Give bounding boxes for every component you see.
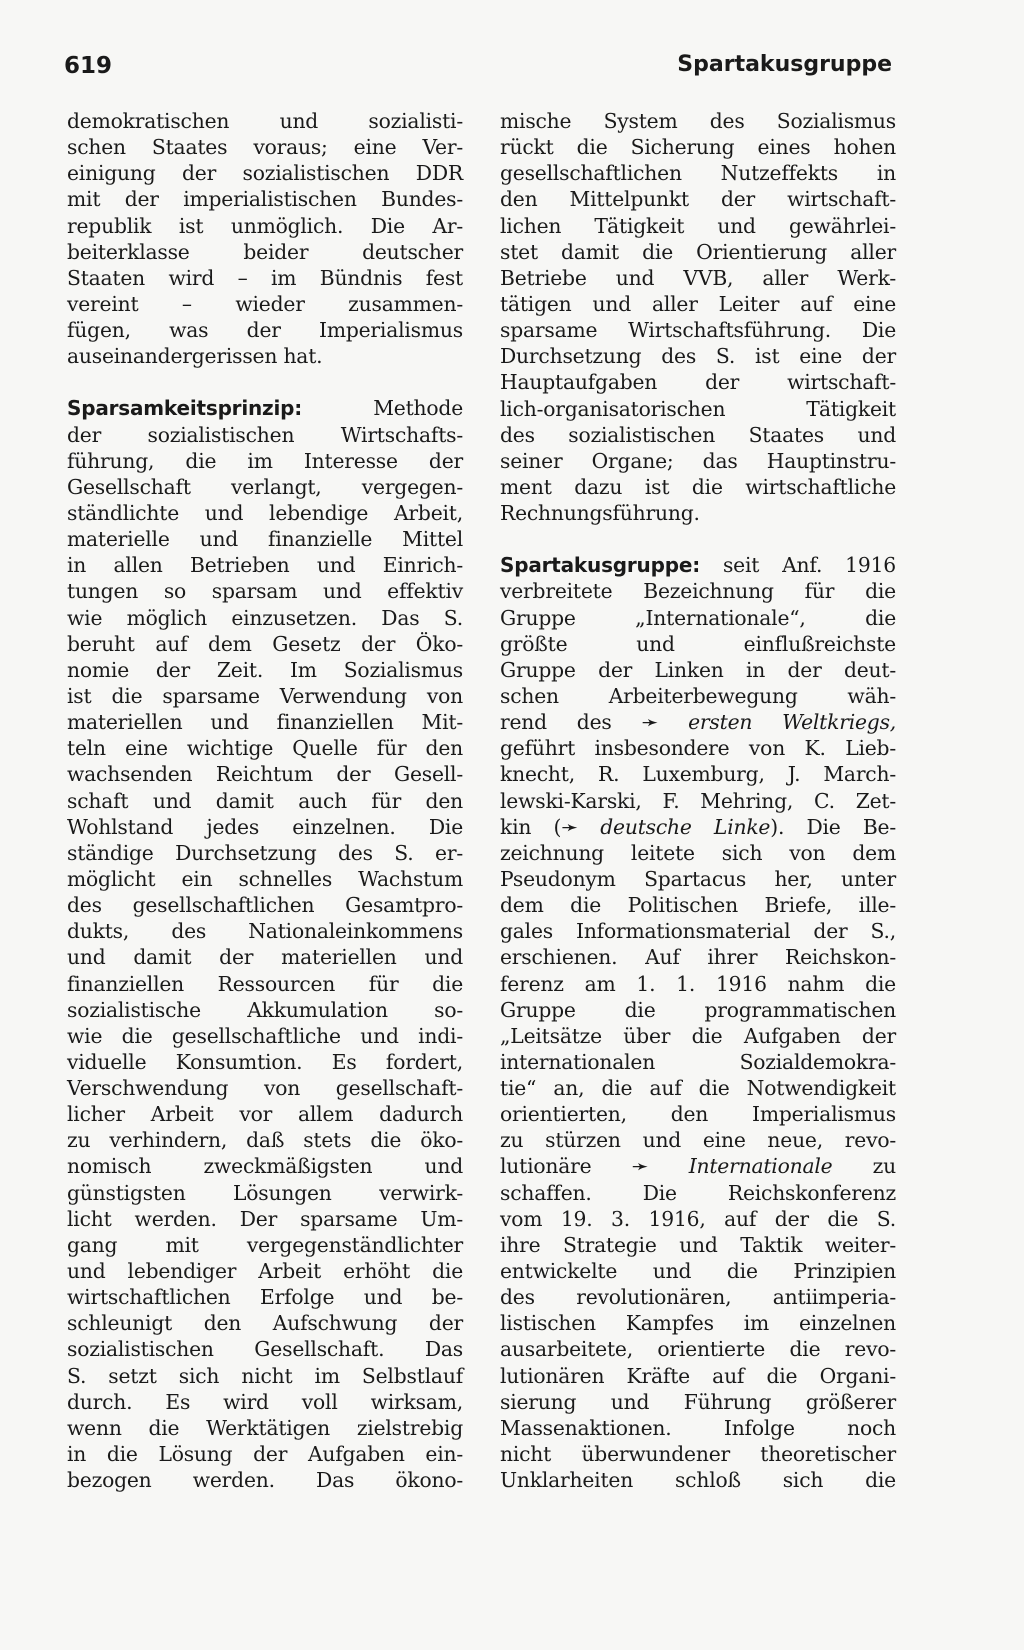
text-line: wie möglich einzusetzen. Das S. (67, 605, 463, 630)
text-line: dukts, des Nationaleinkommens (67, 919, 463, 944)
text-line: Verschwendung von gesellschaft- (67, 1076, 463, 1101)
text-line: Wohlstand jedes einzelnen. Die (67, 814, 463, 839)
text-line: beiterklasse beider deutscher (67, 239, 463, 264)
entry-first-line: seit Anf. 1916 (722, 553, 896, 578)
text-line: sierung und Führung größerer (500, 1389, 896, 1414)
text-line: teln eine wichtige Quelle für den (67, 736, 463, 761)
text-line: lewski-Karski, F. Mehring, C. Zet- (500, 788, 896, 813)
text-line: beruht auf dem Gesetz der Öko- (67, 631, 463, 656)
entry-sparsamkeitsprinzip (67, 395, 463, 1493)
text-line: schen Staates voraus; eine Ver- (67, 135, 463, 160)
cross-reference-arrow-icon: ➛ (561, 814, 578, 839)
entry-body (500, 578, 896, 709)
entry-body (500, 1180, 896, 1494)
text-line: kin (➛ deutsche Linke). Die Be- (500, 814, 896, 839)
text-line: rückt die Sicherung eines hohen (500, 135, 896, 160)
page-header (0, 0, 1024, 100)
text-line: schleunigt den Aufschwung der (67, 1311, 463, 1336)
text-line: materielle und finanzielle Mittel (67, 527, 463, 552)
left-column (67, 108, 463, 1493)
right-continuation-paragraph (500, 108, 896, 526)
text-line: republik ist unmöglich. Die Ar- (67, 213, 463, 238)
text-line: wie die gesellschaftliche und indi- (67, 1023, 463, 1048)
text-line: internationalen Sozialdemokra- (500, 1049, 896, 1074)
text-line: sozialistische Akkumulation so- (67, 997, 463, 1022)
text-line: Massenaktionen. Infolge noch (500, 1415, 896, 1440)
text-line: der sozialistischen Wirtschafts- (67, 422, 463, 447)
text-line: licht werden. Der sparsame Um- (67, 1206, 463, 1231)
text-line: des gesellschaftlichen Gesamtpro- (67, 893, 463, 918)
text-line: mische System des Sozialismus (500, 109, 896, 133)
text-line: in die Lösung der Aufgaben ein- (67, 1442, 463, 1467)
text-line: schaffen. Die Reichskonferenz (500, 1180, 896, 1205)
text-line: S. setzt sich nicht im Selbstlauf (67, 1363, 463, 1388)
running-head: Spartakusgruppe (677, 52, 892, 77)
text-line: ausarbeitete, orientierte die revo- (500, 1337, 896, 1362)
text-line: Gruppe die programmatischen (500, 997, 896, 1022)
text-line: einigung der sozialistischen DDR (67, 161, 463, 186)
text-line: viduelle Konsumtion. Es fordert, (67, 1049, 463, 1074)
cross-reference-arrow-icon: ➛ (631, 1154, 649, 1179)
text-line: lutionären Kräfte auf die Organi- (500, 1363, 896, 1388)
text-line: und lebendiger Arbeit erhöht die (67, 1259, 463, 1284)
text-line: ment dazu ist die wirtschaftliche (500, 474, 896, 499)
text-line: schaft und damit auch für den (67, 788, 463, 813)
text-line: ständige Durchsetzung des S. er- (67, 840, 463, 865)
cross-reference-arrow-icon: ➛ (641, 710, 659, 735)
text-line: sparsame Wirtschaftsführung. Die (500, 318, 896, 343)
text-line: listischen Kampfes im einzelnen (500, 1311, 896, 1336)
text-line: Pseudonym Spartacus her, unter (500, 866, 896, 891)
text-line: Gruppe der Linken in der deut- (500, 657, 896, 682)
entry-first-line: Methode (373, 396, 463, 421)
text-line: Gesellschaft verlangt, vergegen- (67, 474, 463, 499)
text-line: in allen Betrieben und Einrich- (67, 553, 463, 578)
text-line: seiner Organe; das Hauptinstru- (500, 448, 896, 473)
entry-spartakusgruppe (500, 552, 896, 1493)
text-line: auseinandergerissen hat. (67, 344, 323, 369)
text-line: und damit der materiellen und (67, 945, 463, 970)
text-line: geführt insbesondere von K. Lieb- (500, 736, 896, 761)
text-line: nomisch zweckmäßigsten und (67, 1154, 463, 1179)
text-line: zu verhindern, daß stets die öko- (67, 1128, 463, 1153)
text-line: lich-organisatorischen Tätigkeit (500, 396, 896, 421)
text-line: nicht überwundener theoretischer (500, 1442, 896, 1467)
cross-reference-link[interactable]: ersten Weltkriegs, (688, 710, 897, 735)
entry-body (500, 735, 896, 813)
text-line: tie“ an, die auf die Notwendigkeit (500, 1076, 896, 1101)
left-intro-paragraph (67, 108, 463, 369)
text-line: ist die sparsame Verwendung von (67, 683, 463, 708)
text-line: licher Arbeit vor allem dadurch (67, 1102, 463, 1127)
text-line: des sozialistischen Staates und (500, 422, 896, 447)
text-line: zeichnung leitete sich von dem (500, 840, 896, 865)
text-line: Staaten wird – im Bündnis fest (67, 265, 463, 290)
text-line: finanziellen Ressourcen für die (67, 971, 463, 996)
page-number: 619 (64, 53, 113, 79)
text-line: stet damit die Orientierung aller (500, 239, 896, 264)
text-line: wachsenden Reichtum der Gesell- (67, 762, 463, 787)
text-line: entwickelte und die Prinzipien (500, 1259, 896, 1284)
text-line: Durchsetzung des S. ist eine der (500, 344, 896, 369)
text-line: erschienen. Auf ihrer Reichskon- (500, 945, 896, 970)
text-line: mit der imperialistischen Bundes- (67, 187, 463, 212)
entry-body (67, 422, 463, 1494)
entry-body (500, 840, 896, 1154)
text-line: fügen, was der Imperialismus (67, 318, 463, 343)
text-line: Hauptaufgaben der wirtschaft- (500, 370, 896, 395)
entry-headword: Sparsamkeitsprinzip: (67, 396, 303, 421)
text-line: ständlichte und lebendige Arbeit, (67, 500, 463, 525)
text-line: Betriebe und VVB, aller Werk- (500, 265, 896, 290)
text-line: günstigsten Lösungen verwirk- (67, 1180, 463, 1205)
text-line: zu stürzen und eine neue, revo- (500, 1128, 896, 1153)
text-line: nomie der Zeit. Im Sozialismus (67, 657, 463, 682)
text-line: „Leitsätze über die Aufgaben der (500, 1023, 896, 1048)
text-line: rend des ➛ ersten Weltkriegs, (500, 710, 897, 735)
entry-headword: Spartakusgruppe: (500, 553, 700, 578)
text-line: Unklarheiten schloß sich die (500, 1468, 896, 1493)
text-line: führung, die im Interesse der (67, 448, 463, 473)
text-line: gesellschaftlichen Nutzeffekts in (500, 161, 896, 186)
text-line: gang mit vergegenständlichter (67, 1232, 463, 1257)
text-line: lichen Tätigkeit und gewährlei- (500, 213, 896, 238)
text-line: lutionäre ➛ Internationale zu (500, 1154, 897, 1179)
text-line: sozialistischen Gesellschaft. Das (67, 1337, 463, 1362)
text-line: gales Informationsmaterial der S., (500, 919, 896, 944)
text-line: verbreitete Bezeichnung für die (500, 579, 896, 604)
text-line: durch. Es wird voll wirksam, (67, 1389, 463, 1414)
text-line: schen Arbeiterbewegung wäh- (500, 683, 896, 708)
text-line: größte und einflußreichste (500, 631, 896, 656)
text-line: ferenz am 1. 1. 1916 nahm die (500, 971, 896, 996)
text-line: dem die Politischen Briefe, ille- (500, 893, 896, 918)
text-line: Gruppe „Internationale“, die (500, 605, 896, 630)
text-line: knecht, R. Luxemburg, J. March- (500, 762, 896, 787)
cross-reference-link[interactable]: deutsche Linke (600, 814, 771, 839)
text-line: wenn die Werktätigen zielstrebig (67, 1415, 463, 1440)
text-line: materiellen und finanziellen Mit- (67, 710, 463, 735)
text-line: möglicht ein schnelles Wachstum (67, 866, 463, 891)
text-line: Rechnungsführung. (500, 501, 700, 526)
cross-reference-link[interactable]: Internationale (688, 1154, 833, 1179)
text-line: vereint – wieder zusammen- (67, 291, 463, 316)
text-line: bezogen werden. Das ökono- (67, 1468, 463, 1493)
text-line: tungen so sparsam und effektiv (67, 579, 463, 604)
text-line: des revolutionären, antiimperia- (500, 1285, 896, 1310)
text-line: orientierten, den Imperialismus (500, 1102, 896, 1127)
right-column (500, 108, 896, 1493)
text-line: den Mittelpunkt der wirtschaft- (500, 187, 896, 212)
text-line: wirtschaftlichen Erfolge und be- (67, 1285, 463, 1310)
text-line: demokratischen und sozialisti- (67, 109, 463, 133)
text-line: vom 19. 3. 1916, auf der die S. (500, 1206, 896, 1231)
text-line: tätigen und aller Leiter auf eine (500, 291, 896, 316)
text-line: ihre Strategie und Taktik weiter- (500, 1232, 896, 1257)
